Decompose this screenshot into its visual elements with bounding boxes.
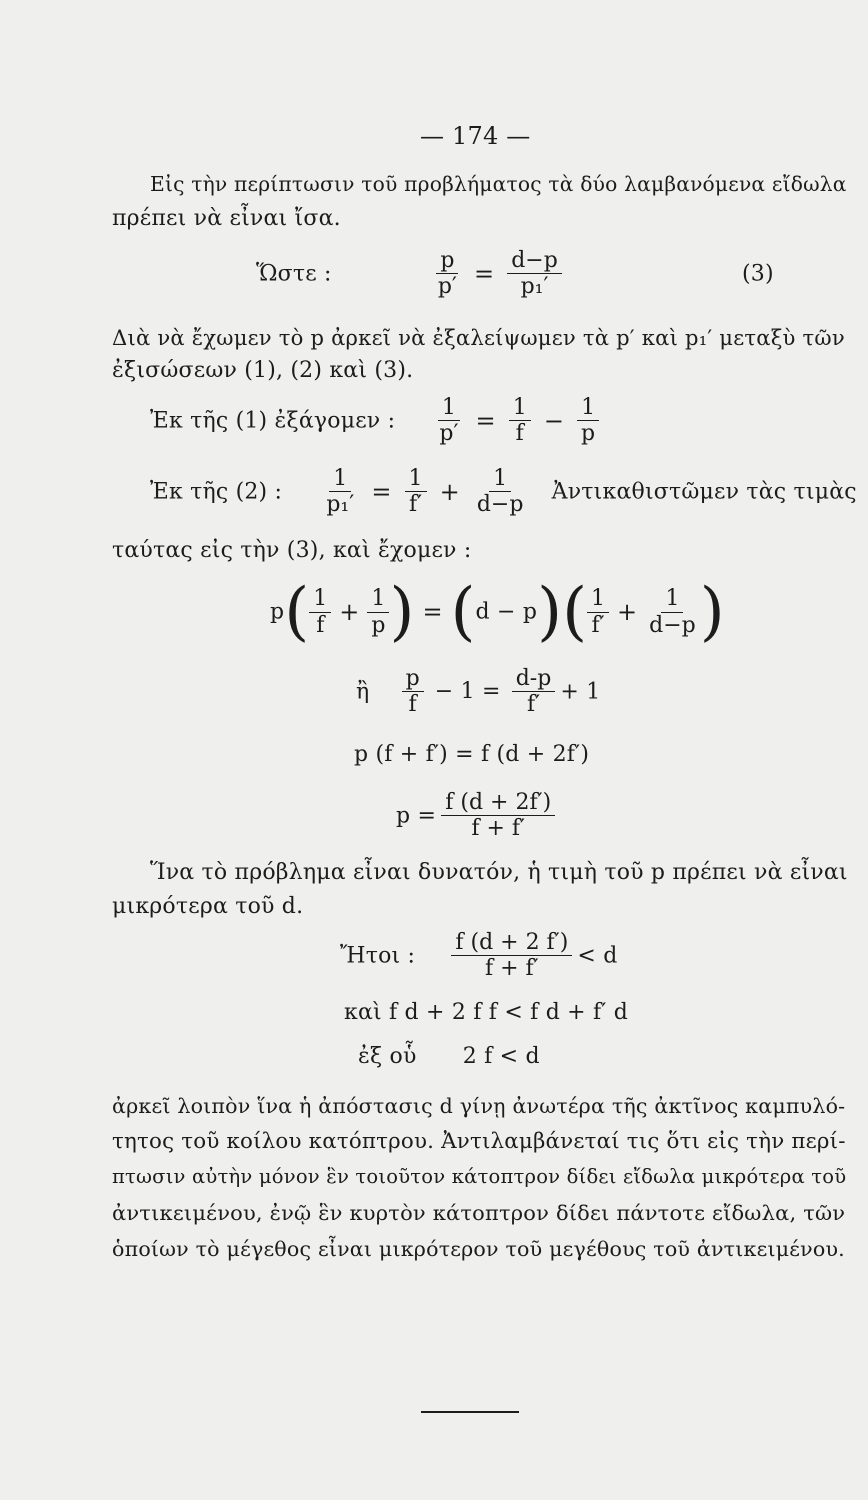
end-rule bbox=[421, 1411, 519, 1413]
paragraph-1-line-2: πρέπει νὰ εἶναι ἴσα. bbox=[112, 206, 341, 231]
paragraph-2-line-2: ἐξισώσεων (1), (2) καὶ (3). bbox=[112, 358, 414, 383]
equation-9: καὶ f d + 2 f f < f d + f′ d bbox=[344, 1000, 629, 1025]
equation-1-lead: Ἐκ τῆς (1) ἐξάγομεν : bbox=[150, 408, 396, 434]
paragraph-5-line-4: ἀντικειμένου, ἐνῷ ἓν κυρτὸν κάτοπτρον δίδει πάντοτε εἴδωλα, τῶν bbox=[112, 1201, 846, 1225]
equation-1: Ἐκ τῆς (1) ἐξάγομεν : $\frac{1}{p'}$ = $\frac{1}{f}$ − $\frac{1}{p}$ bbox=[150, 395, 599, 447]
paragraph-5-line-5: ὁποίων τὸ μέγεθος εἶναι μικρότερον τοῦ μεγέθους τοῦ ἀντικειμένου. bbox=[112, 1237, 845, 1261]
equation-3-lead: Ὥστε : bbox=[256, 261, 332, 287]
equation-2-trailing-text: Ἀντικαθιστῶμεν τὰς τιμὰς bbox=[551, 479, 857, 505]
equation-8: Ἤτοι : $\frac{f (d + 2 f')}{f + f'}$ < d bbox=[340, 930, 618, 982]
paragraph-5-line-2: τητος τοῦ κοίλου κατόπτρου. Ἀντιλαμβάνεταί τις ὅτι εἰς τὴν περί- bbox=[112, 1129, 846, 1154]
equation-6: p (f + f′) = f (d + 2f′) bbox=[354, 742, 590, 767]
equation-5: ἢ $\frac{p}{f}$ − 1 = $\frac{d-p}{f'}$ + 1 bbox=[356, 666, 601, 718]
equation-10: ἐξ οὗ 2 f < d bbox=[358, 1044, 540, 1069]
paragraph-1-line-1: Εἰς τὴν περίπτωσιν τοῦ προβλήματος τὰ δύο λαμβανόμενα εἴδωλα bbox=[150, 172, 847, 196]
equation-4: p( $\frac{1}{f}$ + $\frac{1}{p}$ ) = (d − p)( $\frac{1}{f'}$ + $\frac{1}{d-p}$ ) bbox=[270, 575, 725, 649]
paragraph-4-line-2: μικρότερα τοῦ d. bbox=[112, 894, 304, 919]
paragraph-4-line-1: Ἵνα τὸ πρόβλημα εἶναι δυνατόν, ἡ τιμὴ τοῦ p πρέπει νὰ εἶναι bbox=[150, 860, 848, 885]
paragraph-3-line: ταύτας εἰς τὴν (3), καὶ ἔχομεν : bbox=[112, 538, 472, 563]
page-number: — 174 — bbox=[420, 122, 531, 150]
equation-7: p = $\frac{f (d + 2f')}{f + f'}$ bbox=[396, 790, 555, 842]
equation-3: Ὥστε : $\frac{p}{p'}$ = $\frac{d-p}{\text{p₁′}}$ (3) bbox=[256, 248, 774, 300]
equation-2-lead: Ἐκ τῆς (2) : bbox=[150, 479, 283, 505]
equation-2: Ἐκ τῆς (2) : $\frac{1}{\text{p₁′}}$ = $\frac{1}{f'}$ + $\frac{1}{d-p}$ Ἀντικαθιστῶμεν τὰς τιμὰς bbox=[150, 466, 857, 518]
equation-3-rhs: $\frac{d-p}{\text{p₁′}}$ bbox=[507, 248, 562, 300]
paragraph-2-line-1: Διὰ νὰ ἔχωμεν τὸ p ἀρκεῖ νὰ ἐξαλείψωμεν τὰ p′ καὶ p₁′ μεταξὺ τῶν bbox=[112, 325, 845, 350]
paragraph-5-line-1: ἀρκεῖ λοιπὸν ἵνα ἡ ἀπόστασις d γίνῃ ἀνωτέρα τῆς ἀκτῖνος καμπυλό- bbox=[112, 1094, 846, 1118]
equation-3-lhs: $\frac{p}{p'}$ bbox=[437, 248, 457, 300]
equation-3-label: (3) bbox=[742, 261, 774, 287]
paragraph-5-line-3: πτωσιν αὐτὴν μόνον ἓν τοιοῦτον κάτοπτρον δίδει εἴδωλα μικρότερα τοῦ bbox=[112, 1165, 847, 1188]
